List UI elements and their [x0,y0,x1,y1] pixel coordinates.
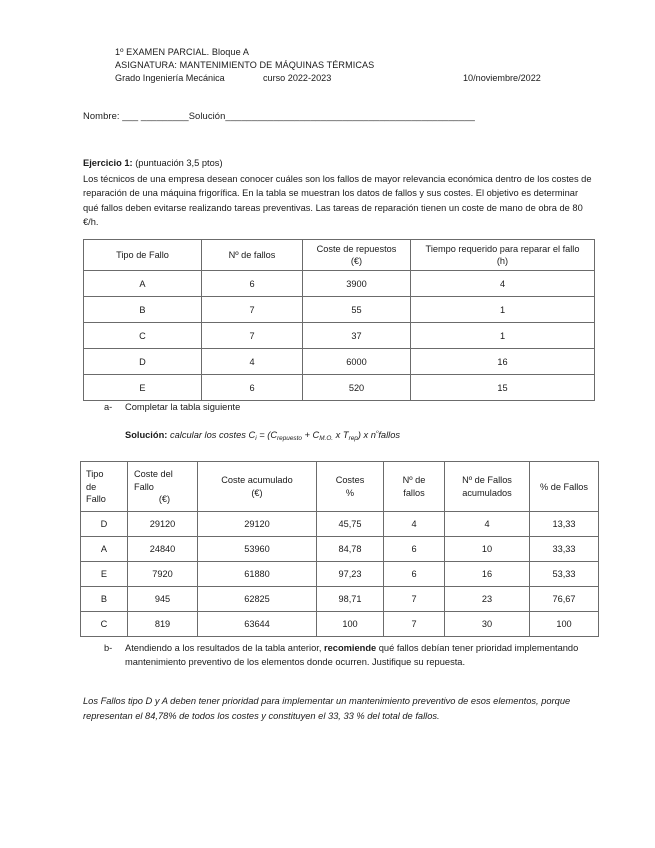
table2-cell: 45,75 [317,512,384,537]
student-name-value: Solución [188,110,226,121]
failures-data-table-wrapper [83,239,594,401]
table2-cell: 53,33 [530,562,599,587]
table1-header-cell [84,240,202,271]
formula-part: = (C [256,430,278,440]
table2-header-line2: % [345,488,355,498]
table1-cell: B [84,297,202,323]
question-item-b [104,641,596,670]
exam-meta-row [115,72,585,85]
table2-header-line1: Nº de Fallos [462,475,512,486]
table1-cell: E [84,375,202,401]
solution-label: Solución: [125,430,168,440]
formula-part: + C [301,430,320,440]
formula-sub-i: i [255,435,257,442]
table2-cell: 4 [445,512,530,537]
formula-part: fallos [378,430,401,440]
table2-header-line1: Coste del [134,469,173,480]
item-a-text: Completar la tabla siguiente [125,402,241,412]
table1-cell: D [84,349,202,375]
formula-sub-repuesto: repuesto [277,435,302,442]
table2-header-line3: (€) [158,494,171,505]
question-item-a [104,402,240,412]
table1-header-cell [202,240,303,271]
table-header-row [81,462,599,512]
exercise-statement: Los técnicos de una empresa desean conocer cuáles son los fallos de mayor relevancia económica dentro de los costes de reparación de una máquina frigorífica. En la tabla se muestran los datos de fallos y sus costes. El objetivo es determinar qué fallos deben evitarse realizando tareas preventivas. Las tareas de reparación tienen un coste de mano de obra de 80 €/h. [83,174,592,228]
table1-cell: 7 [202,297,303,323]
table2-cell: 6 [384,562,445,587]
table-row [81,612,599,637]
table2-header-line2: fallos [403,488,425,498]
table1-cell: A [84,271,202,297]
table2-header-line2: acumulados [462,488,512,498]
table1-cell: 6000 [303,349,411,375]
failures-data-table [83,239,595,401]
table1-cell: 6 [202,271,303,297]
table2-cell: 7920 [128,562,198,587]
table-row [81,562,599,587]
exam-subject-line: ASIGNATURA: MANTENIMIENTO DE MÁQUINAS TÉRMICAS [115,60,375,71]
table-row [84,323,595,349]
exam-date: 10/noviembre/2022 [463,73,541,84]
table2-cell: 6 [384,537,445,562]
formula-part: calcular los costes C [167,430,256,440]
table1-header-cell [303,240,411,271]
pareto-results-table-wrapper [80,461,598,637]
table2-header-cell [81,462,128,512]
table1-header-cell [411,240,595,271]
table2-header-line1: Nº de [402,475,426,486]
table-row [84,271,595,297]
table2-cell: B [81,587,128,612]
exercise-title-points: (puntuación 3,5 ptos) [132,158,223,168]
student-name-label: Nombre: ___ _________ [83,110,189,121]
table2-cell: 62825 [198,587,317,612]
table2-cell: 100 [530,612,599,637]
table2-header-cell [198,462,317,512]
exercise-title-label: Ejercicio 1: [83,158,133,168]
table-row [81,512,599,537]
table2-cell: 61880 [198,562,317,587]
table2-header-line3: Fallo [86,494,106,505]
exam-header [115,46,585,86]
table2-header-cell [384,462,445,512]
table2-header-line2: Fallo [134,481,154,492]
table1-cell: 4 [202,349,303,375]
formula-sub-mo: M.O. [319,435,334,442]
answer-paragraph: Los Fallos tipo D y A deben tener prioridad para implementar un mantenimiento preventivo de esos elementos, porque representan el 84,78% de todos los costes y constituyen el 33, 33 % del total de fallos. [83,696,571,721]
table2-cell: 945 [128,587,198,612]
table2-cell: 30 [445,612,530,637]
table2-cell: 7 [384,587,445,612]
solution-formula-line [125,430,400,440]
table1-cell: 16 [411,349,595,375]
table-row [84,349,595,375]
table2-header-cell [317,462,384,512]
table2-cell: 24840 [128,537,198,562]
table-row [81,587,599,612]
table2-cell: 29120 [198,512,317,537]
table2-cell: 819 [128,612,198,637]
table2-cell: 100 [317,612,384,637]
table2-header-cell [128,462,198,512]
table2-cell: 84,78 [317,537,384,562]
table1-cell: 520 [303,375,411,401]
table2-cell: 76,67 [530,587,599,612]
table2-cell: 98,71 [317,587,384,612]
table1-header-line2: (h) [496,255,509,266]
exam-title-line: 1º EXAMEN PARCIAL. Bloque A [115,47,249,57]
table1-cell: 4 [411,271,595,297]
table2-cell: A [81,537,128,562]
table2-cell: D [81,512,128,537]
table-row [81,537,599,562]
table2-header-line1: Coste acumulado [221,475,293,486]
student-name-rule: _______________________________________________ [225,110,475,121]
table-row [84,297,595,323]
item-b-marker: b- [104,643,113,653]
table2-header-cell [530,462,599,512]
table1-cell: 37 [303,323,411,349]
table2-cell: E [81,562,128,587]
table2-cell: C [81,612,128,637]
table1-header-line1: Nº de fallos [228,249,276,260]
table1-cell: 7 [202,323,303,349]
table2-header-line1: Tipo [86,469,104,480]
table2-header-line2: de [86,481,97,492]
pareto-results-table [80,461,599,637]
item-b-text-post: qué fallos debían tener prioridad implementando mantenimiento preventivo de los elementos donde ocurren. Justifique su repuesta. [125,643,579,668]
table1-cell: C [84,323,202,349]
table2-header-line1: % de Fallos [539,481,588,492]
table2-cell: 23 [445,587,530,612]
table2-cell: 13,33 [530,512,599,537]
exercise-title [83,158,223,168]
table2-header-line1: Costes [335,475,365,486]
table1-header-line2: (€) [350,255,363,266]
table2-header-cell [445,462,530,512]
table1-header-line1: Tipo de Fallo [116,249,169,260]
table1-cell: 55 [303,297,411,323]
table2-cell: 63644 [198,612,317,637]
table2-cell: 53960 [198,537,317,562]
item-b-text-pre: Atendiendo a los resultados de la tabla anterior, [125,643,324,653]
table-row [84,375,595,401]
item-a-marker: a- [104,402,113,412]
student-name-line [83,110,475,121]
table1-cell: 1 [411,297,595,323]
table1-cell: 6 [202,375,303,401]
table1-header-line1: Tiempo requerido para reparar el fallo [425,244,580,255]
table1-header-line1: Coste de repuestos [316,244,397,255]
table-header-row [84,240,595,271]
table1-cell: 3900 [303,271,411,297]
exam-degree: Grado Ingeniería Mecánica [115,73,225,84]
table2-cell: 10 [445,537,530,562]
table2-header-line2: (€) [251,488,263,498]
table2-cell: 33,33 [530,537,599,562]
table2-cell: 29120 [128,512,198,537]
table1-cell: 1 [411,323,595,349]
formula-part: x T [333,430,349,440]
item-b-emphasis: recomiende [323,643,377,653]
formula-sup-ordinal: º [375,430,379,437]
table2-cell: 16 [445,562,530,587]
item-b-text [125,641,596,670]
table1-cell: 15 [411,375,595,401]
formula-sub-rep-time: rep [348,435,358,442]
exam-course-year: curso 2022-2023 [263,73,332,84]
formula-part: ) x n [357,430,376,440]
table2-cell: 7 [384,612,445,637]
table2-cell: 4 [384,512,445,537]
table2-cell: 97,23 [317,562,384,587]
